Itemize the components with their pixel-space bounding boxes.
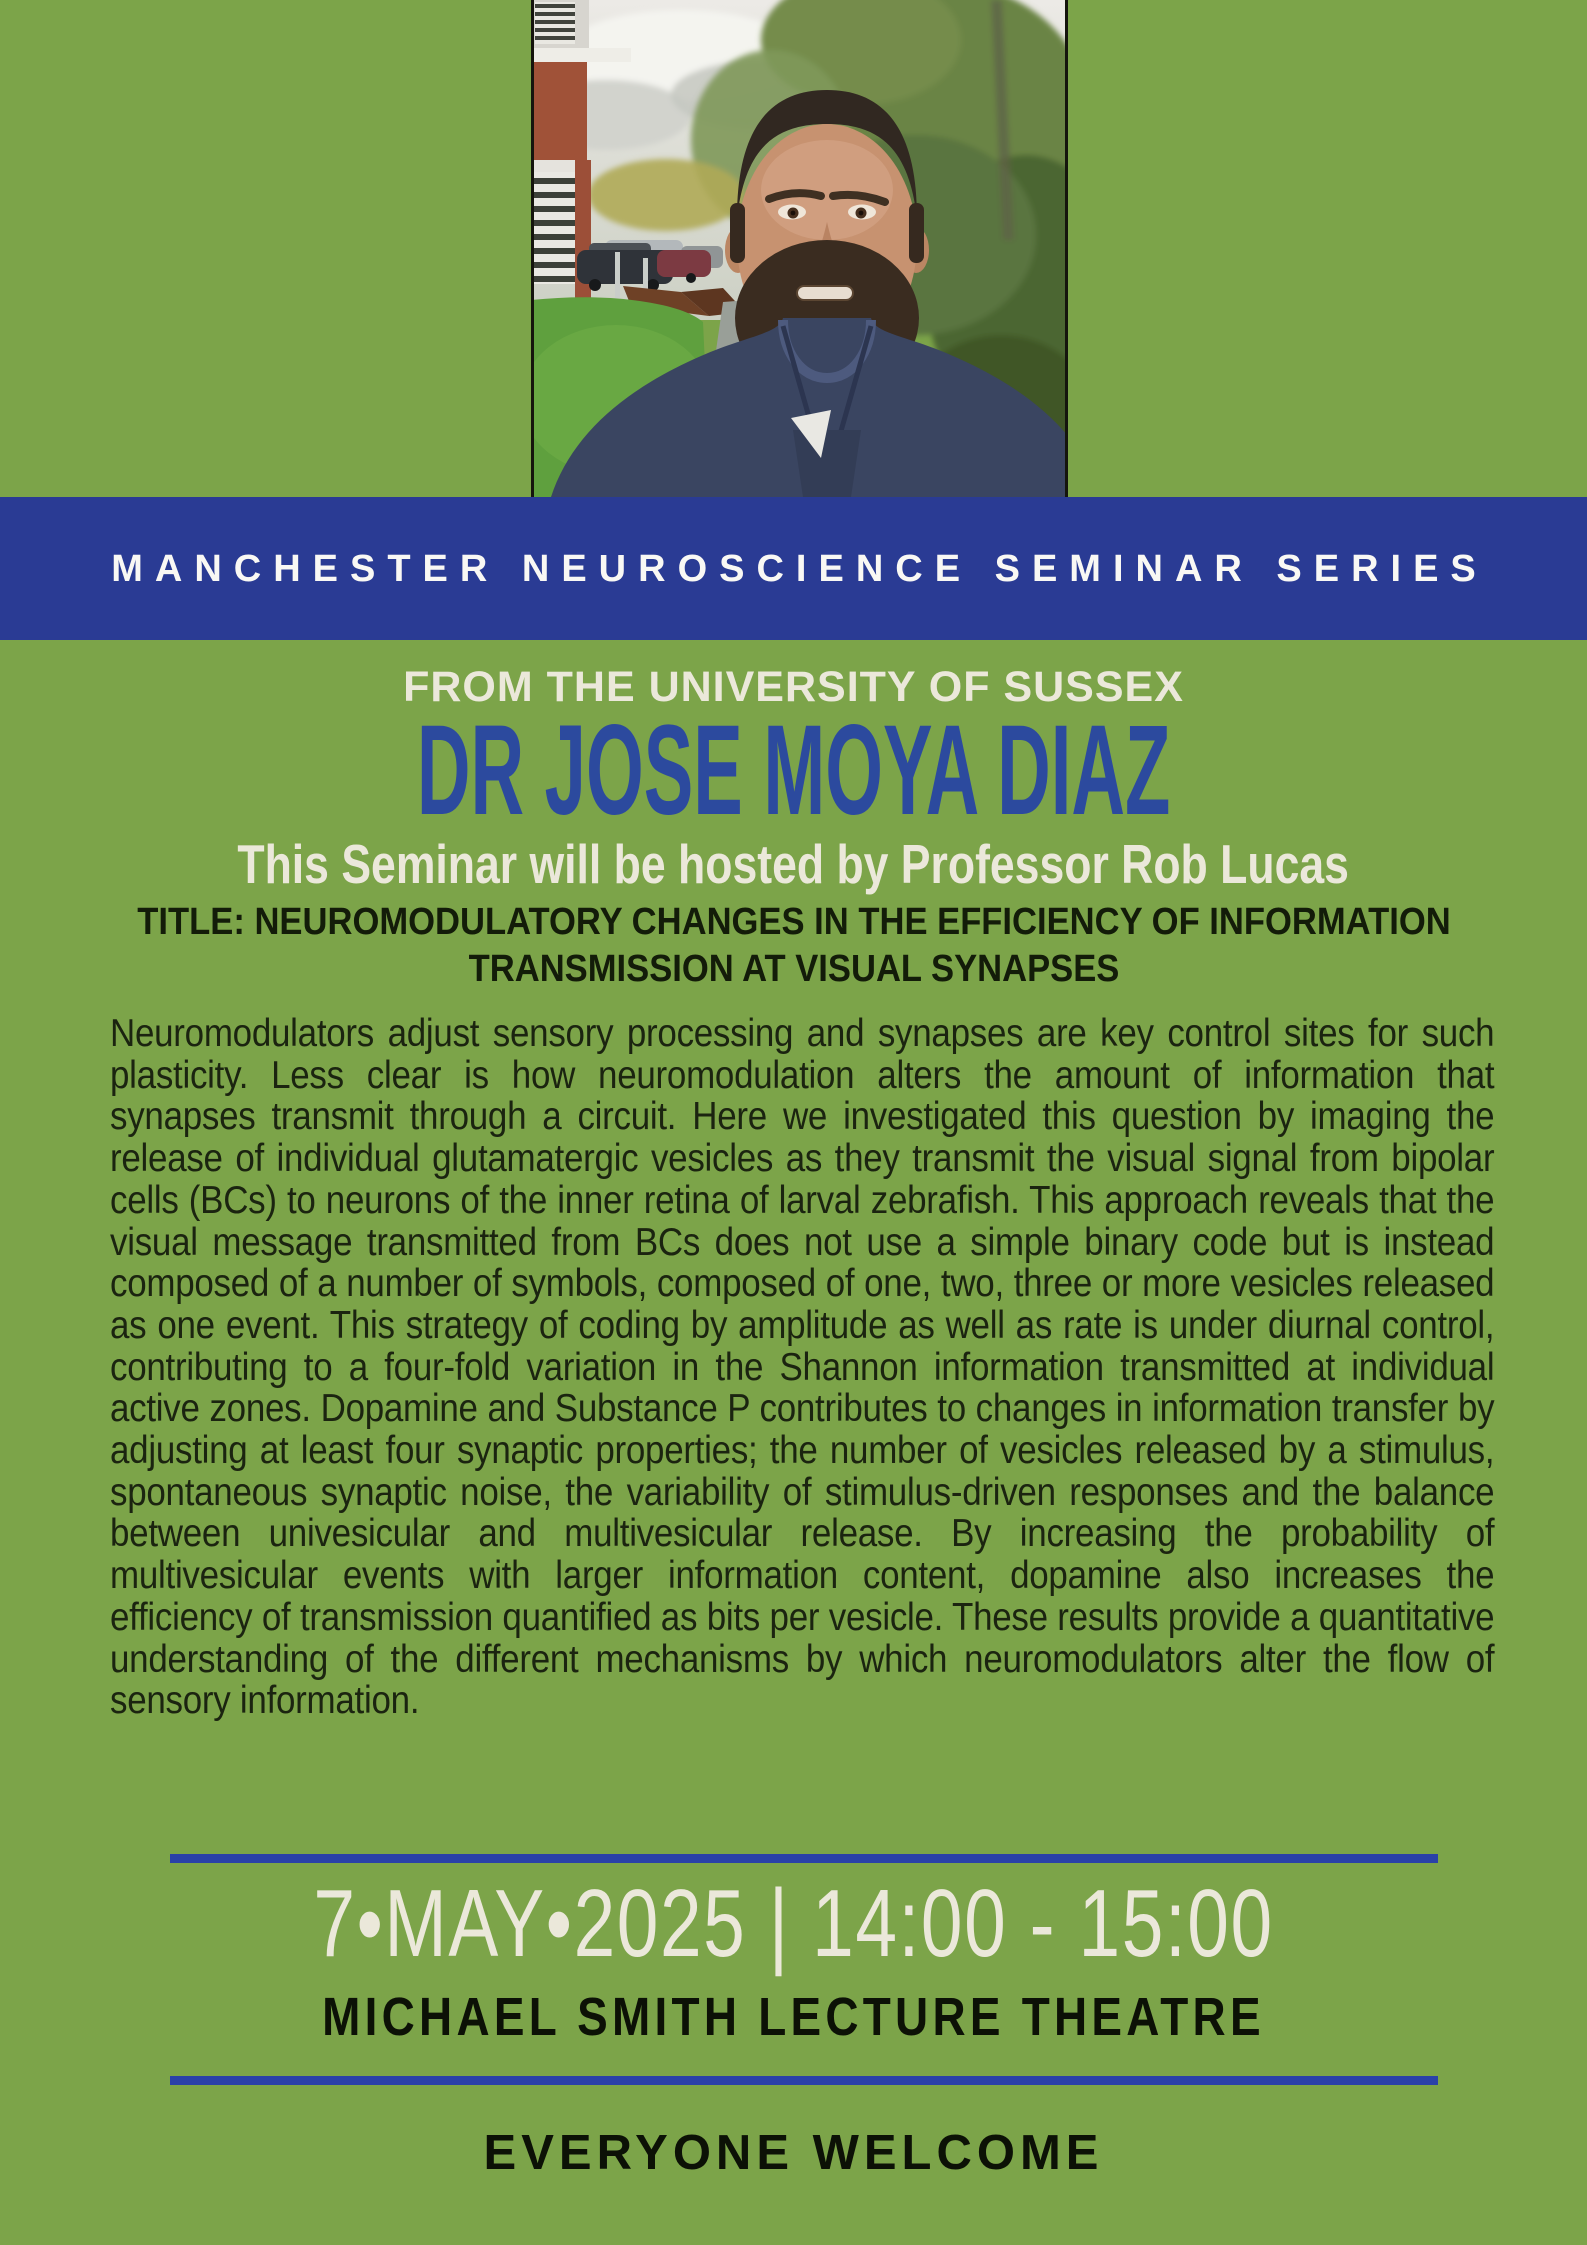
welcome-text: EVERYONE WELCOME xyxy=(483,2126,1104,2180)
location-row xyxy=(0,1987,1587,2047)
talk-title: TITLE: NEUROMODULATORY CHANGES IN THE EFFICIENCY OF INFORMATION TRANSMISSION AT VISUAL SYNAPSES xyxy=(136,901,1451,990)
abstract-row xyxy=(110,1013,1494,1722)
host-row xyxy=(0,833,1587,895)
photo-left-border xyxy=(531,0,534,497)
name-row xyxy=(0,699,1587,842)
welcome-row xyxy=(0,2128,1587,2178)
series-banner xyxy=(0,497,1587,640)
datetime-row xyxy=(0,1870,1587,1977)
talk-title-row xyxy=(0,899,1587,993)
speaker-photo xyxy=(531,0,1068,497)
speaker-affiliation: FROM THE UNIVERSITY OF SUSSEX xyxy=(403,663,1184,711)
smile xyxy=(797,286,853,300)
event-datetime: 7•MAY•2025 | 14:00 - 15:00 xyxy=(313,1870,1274,1977)
divider-bottom xyxy=(170,2076,1438,2085)
series-title: MANCHESTER NEUROSCIENCE SEMINAR SERIES xyxy=(111,547,1488,590)
event-location: MICHAEL SMITH LECTURE THEATRE xyxy=(322,1987,1265,2047)
speaker-name: DR JOSE MOYA DIAZ xyxy=(416,699,1171,842)
divider-top xyxy=(170,1854,1438,1863)
host-line: This Seminar will be hosted by Professor Rob Lucas xyxy=(237,833,1350,895)
speaker-photo-scene xyxy=(531,0,1068,497)
talk-abstract: Neuromodulators adjust sensory processing and synapses are key control sites for such plasticity. Less clear is how neuromodulation alters the amount of information that synapses transmit through a circuit. Here we investigated this question by imaging the release of individual glutamatergic vesicles as they transmit the visual signal from bipolar cells (BCs) to neurons of the inner retina of larval zebrafish. This approach reveals that the visual message transmitted from BCs does not use a simple binary code but is instead composed of a number of symbols, composed of one, two, three or more vesicles released as one event. This strategy of coding by amplitude as well as rate is under diurnal control, contributing to a four-fold variation in the Shannon information transmitted at individual active zones. Dopamine and Substance P contributes to changes in information transfer by adjusting at least four synaptic properties; the number of vesicles released by a stimulus, spontaneous synaptic noise, the variability of stimulus-driven responses and the balance between univesicular and multivesicular release. By increasing the probability of multivesicular events with larger information content, dopamine also increases the efficiency of transmission quantified as bits per vesicle. These results provide a quantitative understanding of the different mechanisms by which neuromodulators alter the flow of sensory information. xyxy=(110,1012,1495,1723)
photo-right-border xyxy=(1065,0,1068,497)
